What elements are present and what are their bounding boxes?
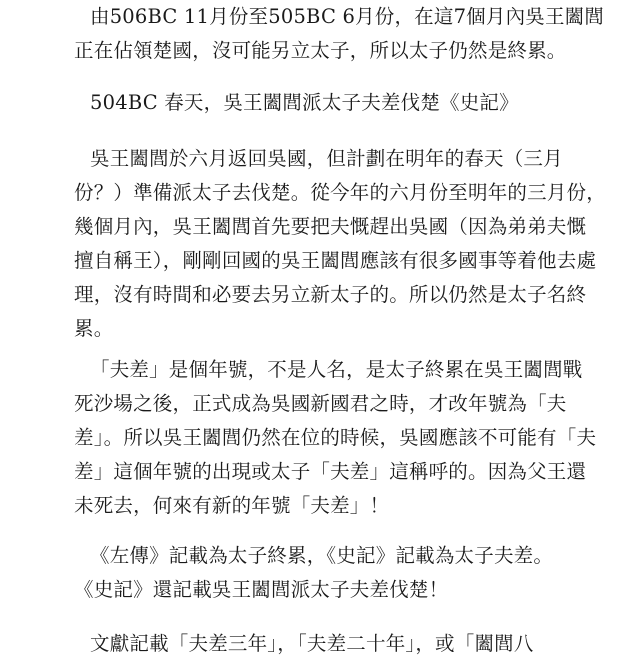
- paragraph-line: 擅自稱王），剛剛回國的吳王闔閭應該有很多國事等着他去處: [74, 249, 597, 272]
- paragraph-line: 由506BC 11月份至505BC 6月份，在這7個月內吳王闔閭: [90, 5, 605, 28]
- paragraph-line: 幾個月內，吳王闔閭首先要把夫慨趕出吳國（因為弟弟夫慨: [74, 215, 587, 238]
- paragraph-line: 正在佔領楚國，沒可能另立太子，所以太子仍然是終累。: [74, 39, 567, 62]
- paragraph-line: 理，沒有時間和必要去另立新太子的。所以仍然是太子名終: [74, 283, 587, 306]
- paragraph-line: 份？）準備派太子去伐楚。從今年的六月份至明年的三月份，: [74, 181, 606, 204]
- paragraph-3: [74, 142, 606, 346]
- paragraph-6: [74, 627, 594, 661]
- paragraph-line: 文獻記載「夫差三年」，「夫差二十年」，或「闔閭八: [90, 632, 534, 655]
- paragraph-line: 差」這個年號的出現或太子「夫差」這稱呼的。因為父王還: [74, 460, 587, 483]
- paragraph-1: [74, 0, 605, 68]
- paragraph-line: 「夫差」是個年號，不是人名，是太子終累在吳王闔閭戰: [90, 358, 583, 381]
- paragraph-line: 差」。所以吳王闔閭仍然在位的時候，吳國應該不可能有「夫: [74, 426, 597, 449]
- paragraph-5: [74, 539, 594, 607]
- paragraph-line: 未死去，何來有新的年號「夫差」！: [74, 494, 390, 517]
- paragraph-line: 504BC 春天，吳王闔閭派太子夫差伐楚《史記》: [90, 91, 519, 114]
- paragraph-line: 吳王闔閭於六月返回吳國，但計劃在明年的春天（三月: [90, 147, 563, 170]
- paragraph-4: [74, 353, 597, 523]
- paragraph-line: 《左傳》記載為太子終累，《史記》記載為太子夫差。: [90, 544, 554, 567]
- paragraph-line: 累。: [74, 317, 114, 340]
- paragraph-line: 死沙場之後，正式成為吳國新國君之時，才改年號為「夫: [74, 392, 567, 415]
- paragraph-2-heading: [74, 86, 594, 120]
- paragraph-line: 《史記》還記載吳王闔閭派太子夫差伐楚！: [74, 578, 449, 601]
